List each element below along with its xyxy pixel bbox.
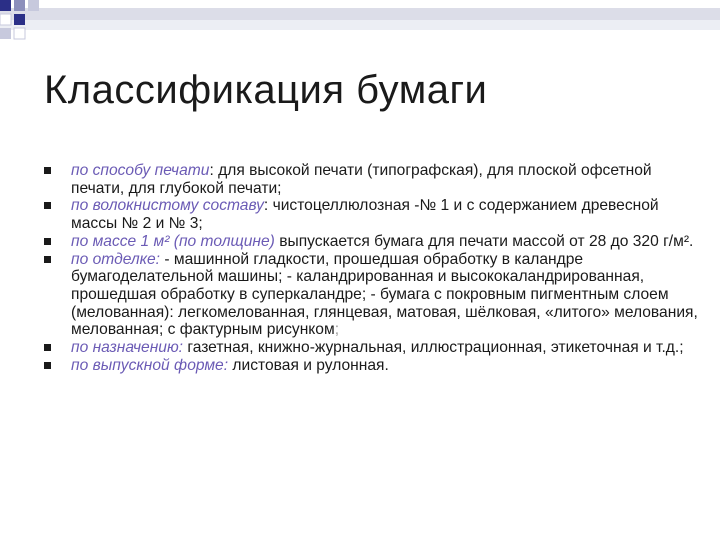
square-dark-2	[14, 14, 25, 25]
item-lead: по выпускной форме:	[71, 356, 229, 374]
square-bullet-icon	[44, 202, 51, 209]
square-light-2	[0, 28, 11, 39]
square-light	[28, 0, 39, 11]
square-bullet-icon	[44, 256, 51, 263]
square-outline-2	[14, 28, 25, 39]
list-item	[40, 251, 708, 340]
item-text: : для высокой печати (типографская), для плоской офсетной печати, для глубокой печати;	[71, 162, 652, 197]
square-bullet-icon	[44, 238, 51, 245]
item-tail: ;	[334, 321, 340, 339]
item-text: : чистоцеллюлозная -№ 1 и с содержанием древесной массы № 2 и № 3;	[71, 197, 659, 233]
item-lead: по способу печати	[71, 162, 210, 179]
list-item	[40, 339, 708, 357]
list-item	[40, 233, 708, 251]
item-text: - машинной гладкости, прошедшая обработку в каландре бумагоделательной машины; - каландрированная и высококаландрированная, прошедшая обработку в суперкаландре; - бумага с покровным пигментным слоем (мелованная): легкомелованная, глянцевая, матовая, шёлковая, «литого» мелования, мелованная; с фактурным рисунком	[71, 250, 698, 339]
slide-title: Классификация бумаги	[44, 68, 488, 112]
header-decoration	[0, 0, 720, 50]
item-text: листовая и рулонная.	[228, 356, 389, 374]
list-item	[40, 162, 708, 197]
square-mid	[14, 0, 25, 11]
classification-list	[40, 162, 708, 374]
square-bullet-icon	[44, 362, 51, 369]
square-dark	[0, 0, 11, 11]
square-outline	[0, 14, 11, 25]
list-item	[40, 357, 708, 375]
square-bullet-icon	[44, 167, 51, 174]
item-lead: по массе 1 м² (по толщине)	[71, 232, 275, 250]
list-item	[40, 197, 708, 232]
item-text: газетная, книжно-журнальная, иллюстрационная, этикеточная и т.д.;	[183, 339, 684, 357]
square-bullet-icon	[44, 344, 51, 351]
item-lead: по волокнистому составу	[71, 197, 264, 215]
item-lead: по назначению:	[71, 339, 184, 357]
item-text: выпускается бумага для печати массой от 28 до 320 г/м².	[274, 232, 694, 250]
item-lead: по отделке:	[71, 250, 161, 268]
